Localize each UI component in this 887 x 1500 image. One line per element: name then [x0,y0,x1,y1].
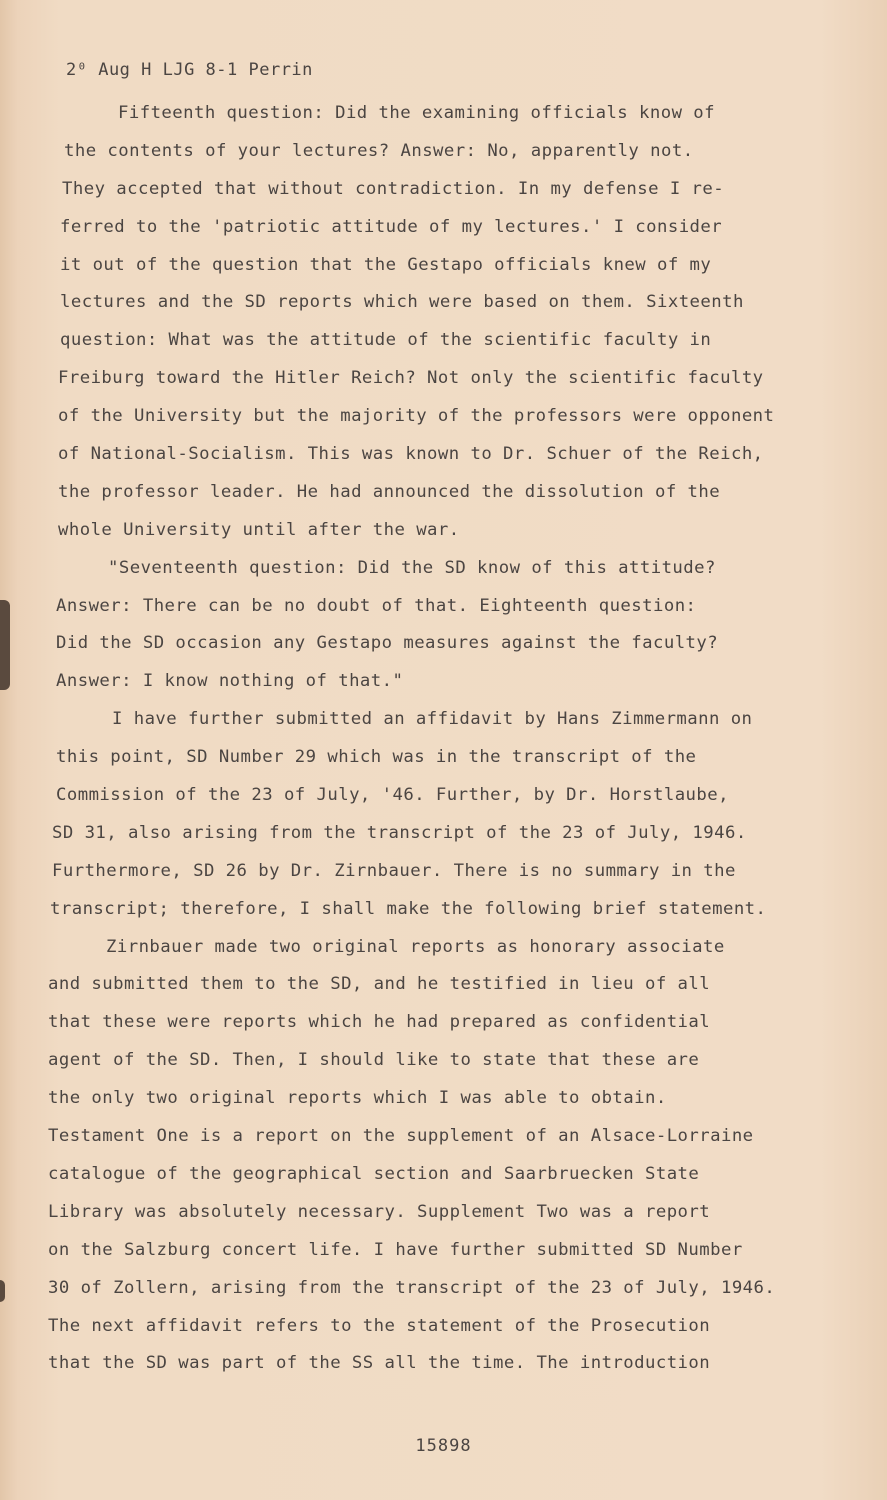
text-line: "Seventeenth question: Did the SD know of this attitude? [108,557,716,578]
text-line: They accepted that without contradiction. In my defense I re- [62,178,725,199]
text-line: the contents of your lectures? Answer: No, apparently not. [64,140,694,161]
document-body [48,95,828,1383]
text-line: lectures and the SD reports which were based on them. Sixteenth [60,292,744,313]
text-line: of National-Socialism. This was known to Dr. Schuer of the Reich, [58,444,764,465]
torn-edge-mark [0,1280,5,1302]
text-line: Furthermore, SD 26 by Dr. Zirnbauer. There is no summary in the [52,860,736,881]
text-line: SD 31, also arising from the transcript of the 23 of July, 1946. [52,822,747,843]
text-line: ferred to the 'patriotic attitude of my lectures.' I consider [60,216,723,237]
text-line: on the Salzburg concert life. I have further submitted SD Number [48,1239,743,1260]
text-line: Testament One is a report on the supplement of an Alsace-Lorraine [48,1126,754,1147]
text-line: Answer: There can be no doubt of that. Eighteenth question: [56,595,697,616]
text-line: The next affidavit refers to the statement of the Prosecution [48,1315,711,1336]
text-line: Answer: I know nothing of that." [56,671,404,692]
document-header: 2⁰ Aug H LJG 8-1 Perrin [66,60,313,80]
text-line: catalogue of the geographical section and Saarbruecken State [48,1163,700,1184]
text-line: Commission of the 23 of July, '46. Further, by Dr. Horstlaube, [56,785,729,806]
text-line: Library was absolutely necessary. Supplement Two was a report [48,1201,711,1222]
text-line: that the SD was part of the SS all the time. The introduction [48,1353,711,1374]
text-line: Fifteenth question: Did the examining officials know of [118,103,715,123]
text-line: whole University until after the war. [58,519,460,540]
text-line: question: What was the attitude of the scientific faculty in [60,330,712,351]
page-number: 15898 [415,1436,472,1456]
text-line: Did the SD occasion any Gestapo measures against the faculty? [56,633,719,654]
text-line: the only two original reports which I was able to obtain. [48,1088,667,1109]
text-line: Zirnbauer made two original reports as honorary associate [106,936,725,957]
text-line: and submitted them to the SD, and he testified in lieu of all [48,974,711,995]
text-line: 30 of Zollern, arising from the transcript of the 23 of July, 1946. [48,1277,776,1298]
text-line: agent of the SD. Then, I should like to state that these are [48,1050,700,1071]
text-line: it out of the question that the Gestapo officials knew of my [60,254,712,275]
text-line: of the University but the majority of the professors were opponent [58,406,775,427]
text-line: that these were reports which he had prepared as confidential [48,1012,711,1033]
text-line: the professor leader. He had announced the dissolution of the [58,481,721,502]
text-line: Freiburg toward the Hitler Reich? Not only the scientific faculty [58,368,764,389]
text-line: transcript; therefore, I shall make the following brief statement. [50,898,767,919]
text-line: I have further submitted an affidavit by Hans Zimmermann on [112,709,753,730]
torn-edge-mark [0,600,10,690]
text-line: this point, SD Number 29 which was in the transcript of the [56,747,697,768]
